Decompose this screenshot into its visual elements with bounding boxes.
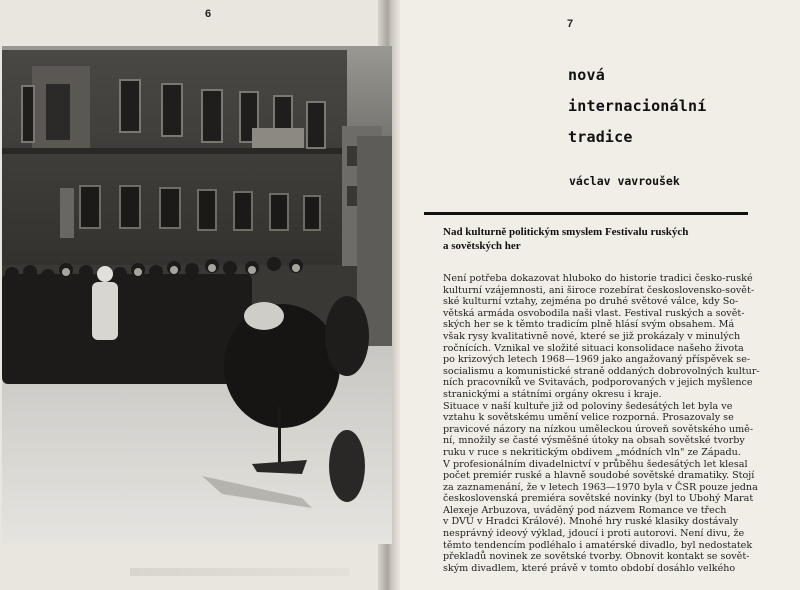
page-number-right: 7 xyxy=(567,18,574,30)
body-line: po krizových letech 1968—1969 jako angažovaný příspěvek se- xyxy=(443,354,751,366)
body-line: ročnících. Vznikal ve složité situaci konsolidace našeho života xyxy=(443,342,744,354)
body-line: Alexeje Arbuzova, uváděný pod názvem Romance ve třech xyxy=(443,504,727,516)
subheading-line: Nad kulturně politickým smyslem Festivalu ruských xyxy=(443,226,689,238)
body-text xyxy=(443,273,760,574)
body-line: Situace v naší kultuře již od poloviny šedesátých let byla ve xyxy=(443,400,733,412)
body-line: stranickými a státními orgány okresu i kraje. xyxy=(443,388,662,400)
body-line: ní, množily se časté výsměšné útoky na obsah sovětské tvorby xyxy=(443,435,745,447)
title-line: nová xyxy=(568,66,605,84)
subheading-line: a sovětských her xyxy=(443,240,521,252)
faint-caption-bleedthrough xyxy=(130,568,350,576)
body-line: těmto tendencím podléhalo i amatérské divadlo, byl nedostatek xyxy=(443,539,753,551)
page-number-left: 6 xyxy=(205,8,212,20)
body-line: socialismu a komunistické straně oddaných dobrovolných kultur- xyxy=(443,365,760,377)
body-line: větská armáda osvobodila naši vlast. Festival ruských a sovět- xyxy=(443,307,745,319)
body-line: ských her se k těmto tradicím plně hlásí svým obsahem. Má xyxy=(443,319,735,331)
author-name: václav vavroušek xyxy=(569,174,680,188)
article-title xyxy=(568,60,706,153)
body-line: ních pracovníků ve Svitavách, podporovaných v jejich myšlence xyxy=(443,377,753,389)
title-line: internacionální xyxy=(568,97,707,115)
photograph-wreath-ceremony xyxy=(2,46,392,544)
body-line: však rysy kvalitativně nové, které se již prokázaly v minulých xyxy=(443,330,741,342)
body-line: za zaznamenání, že v letech 1963—1970 byla v ČSR pouze jedna xyxy=(443,481,758,493)
body-line: Není potřeba dokazovat hluboko do historie tradici česko-ruské xyxy=(443,273,753,284)
subheading xyxy=(443,225,743,253)
body-line: československá premiéra sovětské novinky (byl to Ubohý Marat xyxy=(443,493,754,505)
body-line: vztahu k sovětskému umění velice rozporná. Prosazovaly se xyxy=(443,412,734,424)
body-line: V profesionálním divadelnictví v průběhu šedesátých let klesal xyxy=(443,458,748,470)
body-line: v DVÚ v Hradci Králové). Mnohé hry ruské klasiky dostávaly xyxy=(443,516,739,528)
title-line: tradice xyxy=(568,128,633,146)
body-line: nesprávný ideový výklad, jdoucí i proti autorovi. Není divu, že xyxy=(443,528,745,540)
body-line: překladů novinek ze sovětské tvorby. Obnovit kontakt se sovět- xyxy=(443,551,750,563)
body-line: pravicové názory na nízkou uměleckou úroveň sovětského umě- xyxy=(443,423,754,435)
horizontal-rule xyxy=(424,212,748,215)
body-line: kulturní vzájemnosti, ani široce rozebírat československo-sovět- xyxy=(443,284,755,296)
body-line: ruku v ruce s nekritickým obdivem „módních vln" ze Západu. xyxy=(443,446,741,458)
body-line: ské kulturní vztahy, zejména po druhé světové válce, kdy So- xyxy=(443,296,739,308)
body-line: ským divadlem, které právě v tomto období dosáhlo velkého xyxy=(443,562,736,574)
body-line: počet premiér ruské a hlavně soudobé sovětské dramatiky. Stojí xyxy=(443,470,755,482)
